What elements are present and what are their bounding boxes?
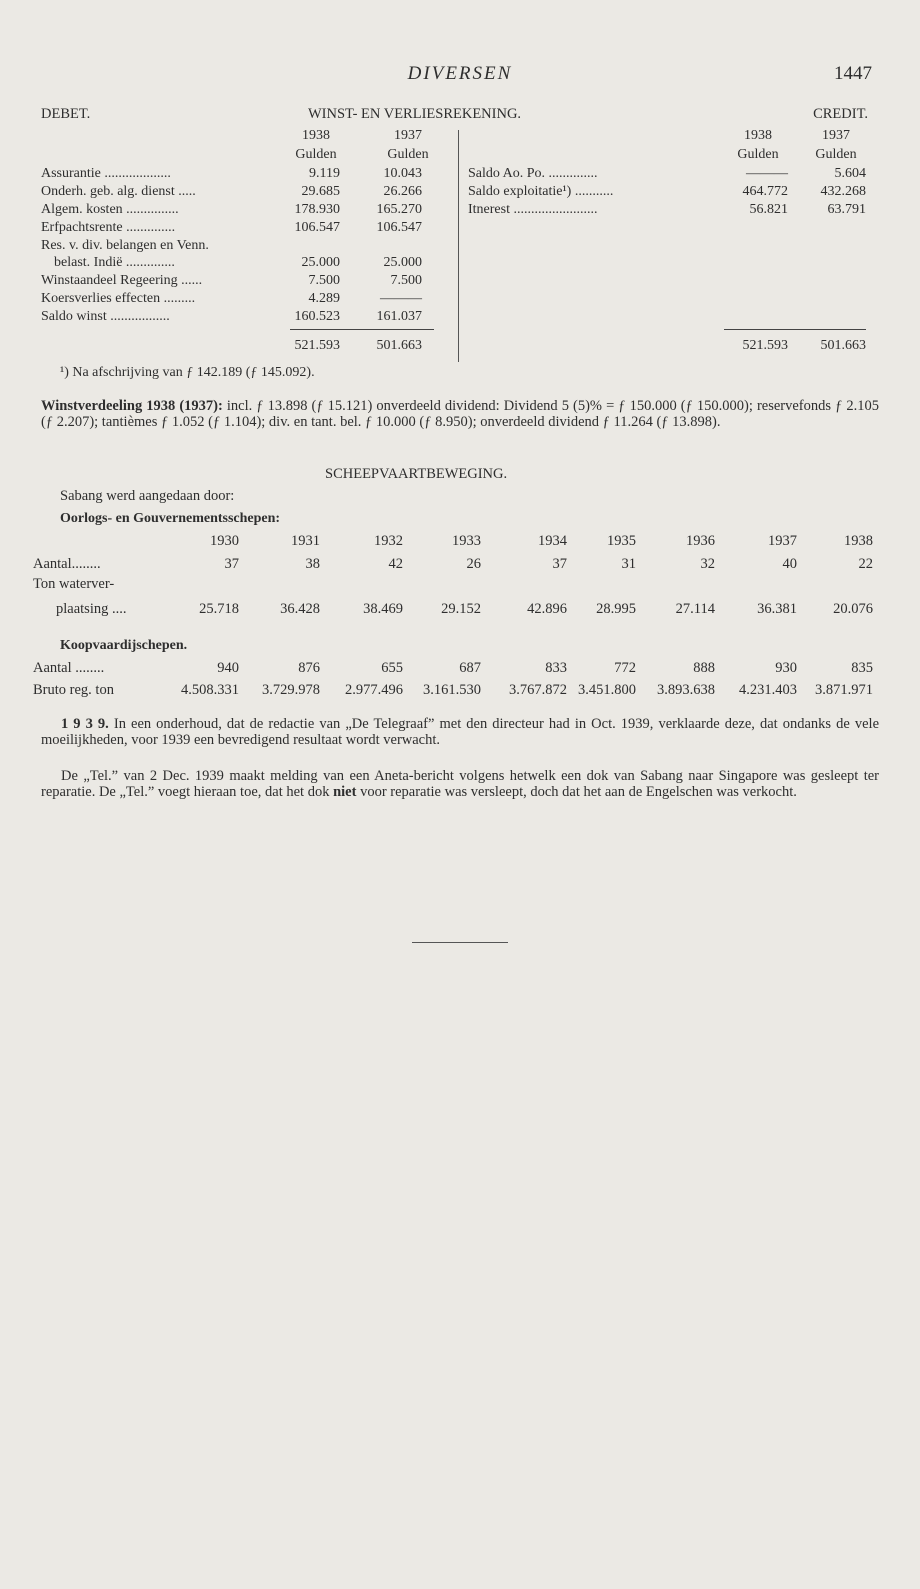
credit-row: Itnerest ........................	[468, 202, 598, 217]
debit-value: 106.547	[294, 220, 340, 235]
page-number: 1447	[834, 63, 872, 84]
credit-row: Saldo exploitatie¹) ...........	[468, 184, 614, 199]
oorlog-plaatsing-value: 28.995	[596, 601, 636, 617]
debit-value: 7.500	[308, 273, 340, 288]
ledger-footnote: ¹) Na afschrijving van ƒ 142.189 (ƒ 145.092).	[60, 365, 315, 380]
year-header-value: 1934	[538, 533, 567, 549]
oorlog-aantal-label-text: Aantal	[33, 556, 72, 572]
para-tel-text-b: voor reparatie was versleept, doch dat het aan de Engelschen was verkocht.	[356, 784, 797, 800]
koop-aantal-value: 888	[693, 660, 715, 676]
debit-value: 29.685	[301, 184, 340, 199]
winstverdeeling-heading: Winstverdeeling 1938 (1937):	[41, 398, 223, 414]
debit-row-label: Assurantie	[41, 166, 101, 181]
debit-value: 9.119	[309, 166, 340, 181]
koop-aantal-label: Aantal ........	[33, 660, 105, 676]
debit-value: 26.266	[383, 184, 422, 199]
debit-currency-1938: Gulden	[295, 147, 337, 162]
year-header-value: 1935	[607, 533, 636, 549]
oorlog-heading: Oorlogs- en Gouvernementsschepen:	[60, 511, 281, 526]
debit-value: 25.000	[301, 255, 340, 270]
koop-aantal-value: 833	[545, 660, 567, 676]
debit-value: 25.000	[383, 255, 422, 270]
koop-aantal-value: 772	[614, 660, 636, 676]
credit-currency-1937: Gulden	[815, 147, 857, 162]
credit-label: CREDIT.	[813, 106, 868, 122]
debit-row: Algem. kosten ...............	[41, 202, 179, 217]
oorlog-aantal-label: Aantal........	[33, 556, 101, 572]
debit-row: belast. Indië ..............	[54, 255, 175, 270]
credit-value: 63.791	[827, 202, 866, 217]
koop-aantal-label-text: Aantal	[33, 660, 72, 676]
credit-value: 432.268	[820, 184, 866, 199]
koop-bruto-label-text: Bruto reg. ton	[33, 682, 114, 698]
koop-aantal-value: 940	[217, 660, 239, 676]
ledger-divider	[458, 130, 459, 362]
debit-value: 161.037	[376, 309, 422, 324]
debit-currency-1937: Gulden	[387, 147, 429, 162]
scheepvaart-intro: Sabang werd aangedaan door:	[60, 488, 235, 504]
debit-row-label: belast. Indië	[54, 255, 123, 270]
oorlog-plaatsing-label: plaatsing ....	[56, 601, 127, 617]
debit-row-label: Erfpachtsrente	[41, 220, 123, 235]
closing-rule	[412, 942, 508, 943]
debet-label: DEBET.	[41, 106, 91, 122]
debit-year-1938: 1938	[302, 128, 330, 143]
ledger-title: WINST- EN VERLIESREKENING.	[308, 106, 522, 122]
oorlog-plaatsing-value: 38.469	[363, 601, 403, 617]
debit-row-label: Koersverlies effecten	[41, 291, 161, 306]
debit-row: Saldo winst .................	[41, 309, 170, 324]
koop-heading: Koopvaardijschepen.	[60, 638, 188, 653]
debit-row: Koersverlies effecten .........	[41, 291, 196, 306]
credit-value: 464.772	[742, 184, 788, 199]
koop-bruto-value: 4.508.331	[181, 682, 239, 698]
year-header-value: 1931	[291, 533, 320, 549]
koop-aantal-value: 930	[775, 660, 797, 676]
oorlog-aantal-value: 32	[700, 556, 715, 572]
oorlog-plaatsing-value: 25.718	[199, 601, 239, 617]
oorlog-aantal-value: 42	[388, 556, 403, 572]
credit-row-label: Saldo Ao. Po.	[468, 166, 546, 181]
year-header-value: 1930	[210, 533, 239, 549]
debit-value: 178.930	[294, 202, 340, 217]
koop-bruto-label	[33, 682, 114, 699]
credit-year-1938: 1938	[744, 128, 772, 143]
oorlog-aantal-value: 37	[552, 556, 567, 572]
oorlog-plaatsing-label-text: plaatsing	[56, 601, 109, 617]
credit-row-label: Itnerest	[468, 202, 510, 217]
debit-value: 160.523	[294, 309, 340, 324]
koop-bruto-value: 3.767.872	[509, 682, 567, 698]
year-header-value: 1936	[686, 533, 715, 549]
debit-row: Assurantie ...................	[41, 166, 171, 181]
oorlog-aantal-value: 38	[305, 556, 320, 572]
credit-value: 5.604	[834, 166, 866, 181]
debit-value: 4.289	[308, 291, 340, 306]
oorlog-plaatsing-value: 42.896	[527, 601, 567, 617]
para-1939-lead: 1 9 3 9.	[61, 716, 109, 732]
winstverdeeling-text: incl. ƒ 13.898 (ƒ 15.121) onverdeeld dividend: Dividend 5 (5)% = ƒ 150.000 (ƒ 150.000); reservefonds ƒ 2.105 (ƒ 2.207); tantièmes ƒ 1.052 (ƒ 1.104); div. en tant. bel. ƒ 10.000 (ƒ 8.950); onverdeeld dividend ƒ 11.264 (ƒ 13.898).	[41, 398, 879, 430]
oorlog-plaatsing-value: 27.114	[675, 601, 715, 617]
para-tel-bold: niet	[333, 784, 357, 800]
para-tel	[41, 768, 879, 800]
koop-bruto-value: 2.977.496	[345, 682, 403, 698]
oorlog-plaatsing-value: 36.381	[757, 601, 797, 617]
oorlog-plaatsing-value: 20.076	[833, 601, 873, 617]
credit-value: 56.821	[749, 202, 788, 217]
para-tel-text-a: De „Tel.” van 2 Dec. 1939 maakt melding van een Aneta-bericht volgens hetwelk een dok van Sabang naar Singapore was gesleept ter reparatie. De „Tel.” voegt hieraan toe, dat het dok	[41, 768, 879, 800]
debit-value: 10.043	[383, 166, 422, 181]
koop-bruto-value: 4.231.403	[739, 682, 797, 698]
debit-value: 106.547	[376, 220, 422, 235]
year-header-value: 1933	[452, 533, 481, 549]
oorlog-label-ton: Ton waterver-	[33, 576, 115, 592]
year-header-value: 1938	[844, 533, 873, 549]
debit-value: ———	[380, 291, 422, 306]
koop-bruto-value: 3.729.978	[262, 682, 320, 698]
debit-value: 7.500	[390, 273, 422, 288]
debit-row: Erfpachtsrente ..............	[41, 220, 176, 235]
oorlog-aantal-value: 26	[466, 556, 481, 572]
koop-bruto-value: 3.893.638	[657, 682, 715, 698]
debit-value: 165.270	[376, 202, 422, 217]
year-header-value: 1937	[768, 533, 797, 549]
oorlog-aantal-value: 31	[621, 556, 636, 572]
page-header-title: DIVERSEN	[407, 63, 513, 84]
debit-row-label: Algem. kosten	[41, 202, 123, 217]
winstverdeeling-paragraph	[41, 398, 879, 430]
oorlog-aantal-value: 40	[782, 556, 797, 572]
koop-aantal-value: 687	[459, 660, 481, 676]
credit-total-1937: 501.663	[820, 338, 866, 353]
koop-bruto-value: 3.871.971	[815, 682, 873, 698]
debit-row-label: Onderh. geb. alg. dienst	[41, 184, 175, 199]
credit-year-1937: 1937	[822, 128, 850, 143]
koop-aantal-value: 835	[851, 660, 873, 676]
credit-currency-1938: Gulden	[737, 147, 779, 162]
debit-total-rule	[290, 329, 434, 330]
koop-bruto-value: 3.451.800	[578, 682, 636, 698]
debit-total-1937: 501.663	[376, 338, 422, 353]
oorlog-aantal-value: 37	[224, 556, 239, 572]
credit-total-1938: 521.593	[742, 338, 788, 353]
koop-aantal-value: 876	[298, 660, 320, 676]
debit-row-label: Res. v. div. belangen en Venn.	[41, 238, 209, 253]
debit-total-1938: 521.593	[294, 338, 340, 353]
credit-row: Saldo Ao. Po. ..............	[468, 166, 598, 181]
koop-bruto-value: 3.161.530	[423, 682, 481, 698]
debit-year-1937: 1937	[394, 128, 422, 143]
credit-value: ———	[746, 166, 788, 181]
debit-row: Winstaandeel Regeering ......	[41, 273, 203, 288]
debit-row: Onderh. geb. alg. dienst .....	[41, 184, 196, 199]
scheepvaart-title: SCHEEPVAARTBEWEGING.	[325, 466, 508, 482]
credit-total-rule	[724, 329, 866, 330]
oorlog-aantal-value: 22	[858, 556, 873, 572]
year-header-value: 1932	[374, 533, 403, 549]
oorlog-plaatsing-value: 36.428	[280, 601, 320, 617]
debit-row-label: Saldo winst	[41, 309, 107, 324]
para-1939	[41, 716, 879, 748]
koop-aantal-value: 655	[381, 660, 403, 676]
debit-row-label: Winstaandeel Regeering	[41, 273, 178, 288]
para-1939-text: In een onderhoud, dat de redactie van „De Telegraaf” met den directeur had in Oct. 1939, verklaarde deze, dat ondanks de vele moeilijkheden, voor 1939 een bevredigend resultaat wordt verwacht.	[41, 716, 880, 748]
oorlog-plaatsing-value: 29.152	[441, 601, 481, 617]
credit-row-label: Saldo exploitatie¹)	[468, 184, 572, 199]
